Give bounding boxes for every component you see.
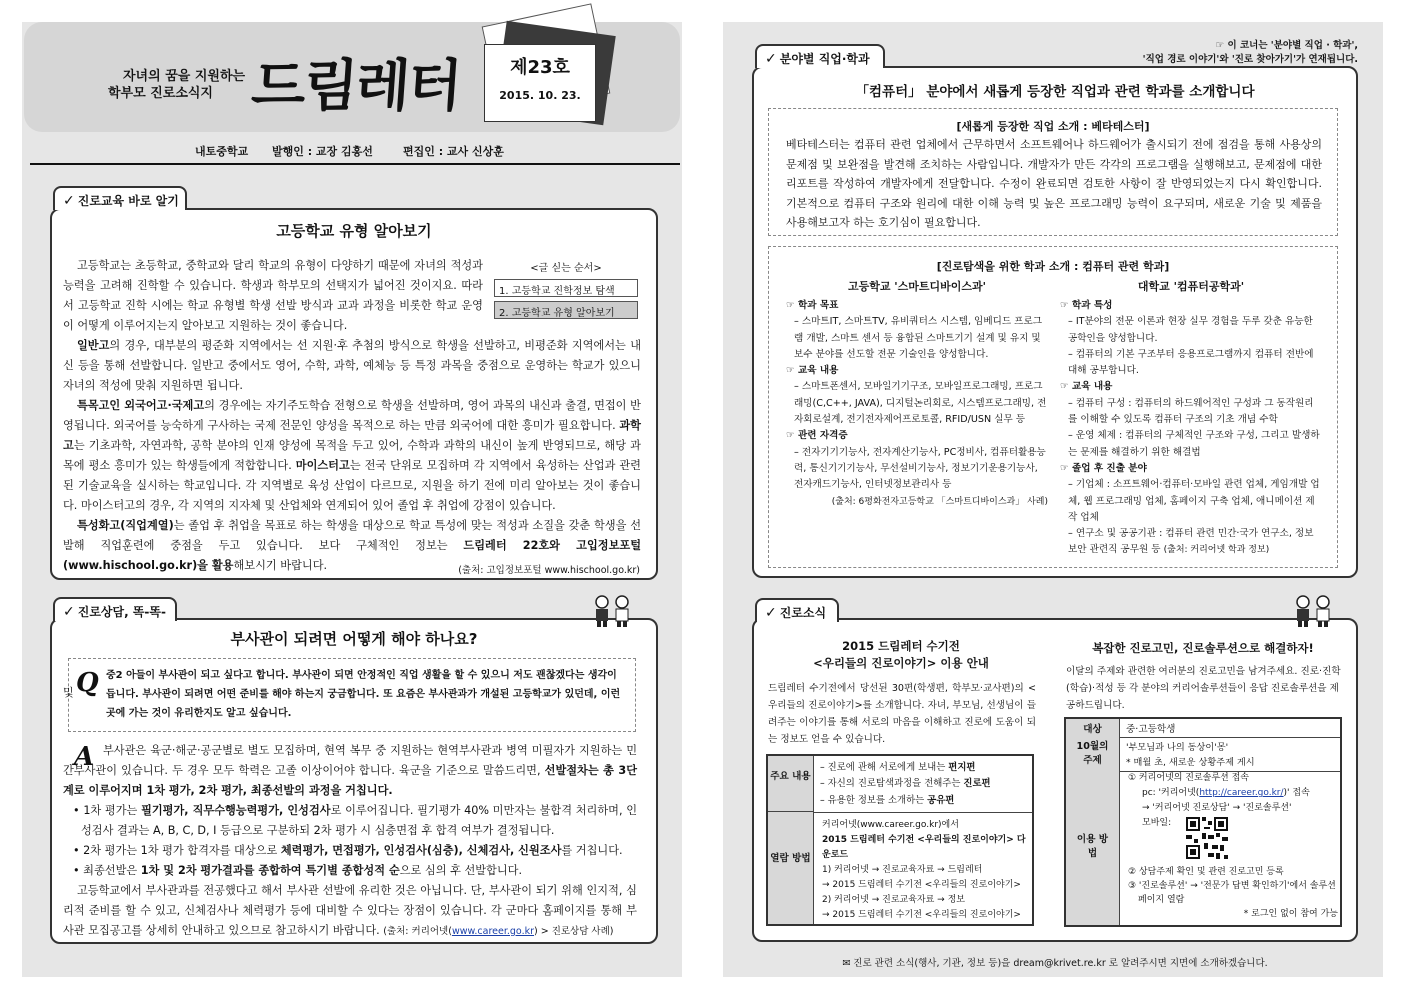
contest-title-2: <우리들의 진로이야기> 이용 안내 [813,656,989,670]
section1-body [63,256,641,576]
solution-title: 복잡한 진로고민, 진로솔루션으로 해결하자! [1092,641,1314,655]
solution-label-target: 대상 [1066,719,1120,737]
univ-feature-heading: ☞ 학과 특성 [1060,300,1113,311]
contest-view-line-1: 커리어넷(www.career.go.kr)에서 [822,820,959,830]
section2-title: 부사관이 되려면 어떻게 해야 하나요? [230,630,478,648]
answer-para-1: 부사관은 육군·해군·공군별로 별도 모집하며, 현역 복무 중 지원하는 현역부사관과 병역 미필자가 지원하는 민간부사관이 있습니다. 두 경우 모두 학력은 고졸 이상이어야 합니다. 육군을 기준으로 말씀드리면, 선발절차는 총 3단계로 이루어지며 1차 평가, 2차 평가, 최종선발의 과정을 거칩니다. [63,744,637,797]
univ-career-heading: ☞ 졸업 후 진출 분야 [1060,462,1147,474]
contest-main-item-1: – 진로에 관해 서로에게 보내는 편지편 [820,762,976,773]
issue-date: 2015. 10. 23. [499,89,581,102]
hs-goal-text: – 스마트IT, 스마트TV, 유비쿼터스 시스템, 임베디드 프로그램 개발, 스마트 센서 등 융합된 스마트기기 설계 및 유지 및 보수 분야를 선도할 전문 기술인을 양성합니다. [794,316,1042,360]
solution-intro: 이달의 주제와 관련한 여러분의 진로고민을 남겨주세요. 진로·진학(학습)·적성 등 각 분야의 커리어솔루션들이 응답 진로솔루션을 제공하드립니다. [1066,666,1341,711]
hs-dept-title: 고등학교 '스마트디바이스과' [847,280,987,293]
section1-title: 고등학교 유형 알아보기 [276,222,432,240]
publisher-name: 발행인 : 교장 김홍선 [272,145,373,158]
solution-method-content [1128,771,1338,831]
hs-goal-heading: ☞ 학과 목표 [786,300,839,311]
section1-tab-label: 진로교육 바로 알기 [77,194,179,208]
career-net-link[interactable]: www.career.go.kr [451,926,534,937]
order-label: <글 싣는 순서> [530,263,602,274]
solution-step-1-path: → '커리어넷 진로상담' → '진로솔루션' [1142,803,1292,813]
issue-card [484,44,596,122]
section1-para-2: 일반고의 경우, 대부분의 평준화 지역에서는 선 지원·후 추첨의 방식으로 학생을 선발하고, 비평준화 지역에서는 내신 등을 통해 선발합니다. 일반고 중에서도 영어, 수학, 과학, 예체능 등 특정 과목을 중점으로 운영하는 학교가 있으니 자녀의 적성에 맞춰 지원하면 됩니다. [63,339,641,392]
solution-label-topic: 10월의 주제 [1066,737,1120,771]
job-intro-heading: [새롭게 등장한 직업 소개 : 베타테스터] [956,120,1150,133]
hs-curriculum-text: – 스마트폰센서, 모바일기기구조, 모바일프로그래밍, 프로그래밍(C,C++, JAVA), 디지털논리회로, 시스템프로그래밍, 전자회로설계, 전기전자제어프로토콜, RFID/USN 실무 등 [794,381,1047,426]
qr-code-icon[interactable] [1184,815,1230,861]
solution-step-1-pc: pc: '커리어넷(http://career.go.kr/)' 접속 [1142,788,1310,798]
series-note-1: ☞ 이 코너는 '분야별 직업 · 학과', [1215,40,1358,51]
answer-mark-icon: A [74,742,95,772]
solution-target-value: 중·고등학생 [1126,724,1176,735]
career-url-link[interactable]: http://career.go.kr/ [1199,788,1284,798]
univ-feature-text-2: – 컴퓨터의 기본 구조부터 응용프로그램까지 컴퓨터 전반에 대해 공부합니다. [1068,348,1314,377]
hs-source: (출처: 6평화전자고등학교 「스마트디바이스과」 사례) [831,496,1048,507]
univ-career-text-2: – 연구소 및 공공기관 : 컴퓨터 관련 민간·국가 연구소, 정보 보안 관련직 공무원 등 (출처: 커리어넷 학과 정보) [1068,528,1314,556]
univ-feature-text-1: – IT분야의 전문 이론과 현장 실무 경험을 두루 갖춘 유능한 공학인을 양성합니다. [1068,316,1313,344]
section1-para-4: 특성화고(직업계열)는 졸업 후 취업을 목표로 하는 학생을 대상으로 학교 특성에 맞는 적성과 소질을 갖춘 학생을 선발해 직업훈련에 중점을 두고 있습니다. 보다 구체적인 정보는 드림레터 22호와 고입정보포털(www.hischool.go.kr)을 활용해보시기 바랍니다. [63,519,642,572]
section2-tab-label: 진로상담, 똑-똑- [77,605,166,619]
issue-number: 제23호 [510,57,570,78]
univ-dept-content [1060,298,1322,559]
masthead-tagline-1: 자녀의 꿈을 지원하는 [123,69,246,84]
univ-curriculum-heading: ☞ 교육 내용 [1060,381,1113,393]
question-prefix: 및 [63,686,74,699]
contest-view-line-5: 2) 커리어넷 → 진로교육자료 → 정보 [822,895,965,905]
univ-dept-title: 대학교 '컴퓨터공학과' [1137,280,1245,293]
contest-view-line-3: 1) 커리어넷 → 진로교육자료 → 드림레터 [822,865,983,875]
hs-license-heading: ☞ 관련 자격증 [786,430,848,442]
solution-topic-1: '부모님과 나의 동상이'몽' [1126,742,1229,753]
solution-step-2: ② 상담주제 확인 및 관련 진로고민 등록 [1128,867,1284,877]
univ-curriculum-text-2: – 운영 체제 : 컴퓨터의 구체적인 구조와 구성, 그리고 발생하는 문제를 해결하기 위한 해결법 [1068,430,1320,458]
section3-title: 「컴퓨터」 분야에서 새롭게 등장한 직업과 관련 학과를 소개합니다 [855,84,1255,100]
answer-text [63,741,637,942]
contest-view-line-4: → 2015 드림레터 수기전 <우리들의 진로이야기> [822,880,1021,890]
solution-topic-2: * 매월 초, 새로운 상황주제 게시 [1126,757,1255,768]
answer-bullet-1: • 1차 평가는 필기평가, 직무수행능력평가, 인성검사로 이루어집니다. 필기평가 40% 미만자는 불합격 처리하며, 인성검사 결과는 A, B, C, D, I 등급으로 구분하되 2차 평가 시 심층면접 후 합격 여부가 결정됩니다. [73,804,638,837]
answer-para-2: 고등학교에서 부사관과를 전공했다고 해서 부사관 선발에 유리한 것은 아닙니다. 단, 부사관이 되기 위해 인지적, 심리적 준비를 할 수 있고, 신체검사나 체력평가 등에 대비할 수 있다는 장점이 있습니다. 각 군마다 홈페이지를 통해 부사관 모집공고를 상세히 안내하고 있으므로 참고하시기 바랍니다. (출처: 커리어넷(www.career.go.kr) > 진로상담 사례) [63,884,637,937]
department-heading: [진로탐색을 위한 학과 소개 : 컴퓨터 관련 학과] [936,260,1170,273]
contest-label-view: 열람 방법 [768,812,814,924]
solution-step-3: ③ '진로솔루션' → '전문가 답변 확인하기'에서 솔루션 페이지 열람 [1128,881,1336,905]
check-icon: ✓ [63,604,75,620]
contest-view-content [822,818,1030,923]
section3-tab [755,44,885,68]
univ-career-text-1: – 기업체 : 소프트웨어·컴퓨터·모바일 관련 업체, 게임개발 업체, 웹 프로그래밍 업체, 홈페이지 구축 업체, 애니메이션 제작 업체 [1068,479,1320,523]
series-note-2: '직업 경로 이야기'와 '진로 찾아가기'가 연재됩니다. [1142,54,1358,65]
contest-main-content [820,760,1030,809]
solution-step-1-mobile: 모바일: [1142,818,1172,828]
hs-dept-content [786,298,1048,510]
section1-para-1: 고등학교는 초등학교, 중학교와 달리 학교의 유형이 다양하기 때문에 자녀의 적성과 능력을 고려해 진학할 수 있습니다. 학생과 학부모의 선택지가 넓어진 것이지요. 따라서 고등학교 진학 시에는 학교 유형별 학생 선발 방식과 교과 과정을 비롯한 학교 운영이 어떻게 이루어지는지 알아보고 지원하는 것이 좋습니다. [63,259,483,332]
people-icon [1293,594,1335,628]
answer-bullet-2: • 2차 평가는 1차 평가 합격자를 대상으로 체력평가, 면접평가, 인성검사(심층), 신체검사, 신원조사를 거칩니다. [73,844,623,857]
contest-intro: 드림레터 수기전에서 당선된 30편(학생편, 학부모·교사편)의 <우리들의 진로이야기>를 소개합니다. 자녀, 부모님, 선생님이 들려주는 이야기를 통해 서로의 마음을 이해하고 진로에 도움이 되는 정보도 얻을 수 있습니다. [768,683,1036,745]
section1-source: (출처: 고입정보포털 www.hischool.go.kr) [458,565,640,576]
people-icon [592,594,634,628]
solution-table [1064,717,1342,927]
section3-tab-label: 분야별 직업·학과 [779,52,870,66]
contest-table [766,754,1034,926]
question-mark-icon: Q [76,668,99,698]
order-item-1: 1. 고등학교 진학정보 탐색 [494,279,638,297]
solution-method-content-2 [1128,865,1338,921]
section2-tab [53,597,177,621]
contest-view-line-6: → 2015 드림레터 수기전 <우리들의 진로이야기> [822,910,1021,920]
check-icon: ✓ [765,605,777,621]
contest-title-1: 2015 드림레터 수기전 [842,639,960,653]
answer-bullet-3: • 최종선발은 1차 및 2차 평가결과를 종합하여 특기별 종합성적 순으로 심의 후 선발합니다. [73,864,523,877]
question-text: 중2 아들이 부사관이 되고 싶다고 합니다. 부사관이 되면 안정적인 직업 생활을 할 수 있으니 저도 괜찮겠다는 생각이 듭니다. 부사관이 되려면 어떤 준비를 해야 하는지 궁금합니다. 또 요즘은 부사관과가 개설된 고등학교가 있던데, 이런 곳에 가는 것이 유리한지도 알고 싶습니다. [106,670,621,719]
order-item-2: 2. 고등학교 유형 알아보기 [494,301,638,319]
section1-tab [53,186,187,210]
section1-para-3: 특목고인 외국어고·국제고의 경우에는 자기주도학습 전형으로 학생을 선발하며, 영어 과목의 내신과 출결, 면접이 반영됩니다. 외국어를 능숙하게 구사하는 국제 전문인 양성을 목적으로 하는 만큼 외국어에 대한 흥미가 필요합니다. 과학고는 기초과학, 자연과학, 공학 분야의 인재 양성에 목적을 두고 있어, 수학과 과학의 내신이 높게 반영되므로, 해당 과목에 평소 흥미가 있는 학생들에게 적합합니다. 마이스터고는 전국 단위로 모집하며 각 지역에서 육성하는 산업과 관련된 기술교육을 실시하는 학교입니다. 각 지역별로 육성 산업이 다르므로, 지원을 하기 전에 미리 알아보는 것이 좋습니다. 마이스터고의 경우, 각 지역의 지자체 및 산업체와 연계되어 있어 졸업 후 취업에 강점이 있습니다. [63,399,641,512]
contest-view-line-2: 2015 드림레터 수기전 <우리들의 진로이야기> 다운로드 [822,835,1026,860]
footer-notice: ✉ 진로 관련 소식(행사, 기관, 정보 등)을 dream@krivet.re.kr 로 알려주시면 지면에 소개하겠습니다. [842,958,1268,969]
section4-tab-label: 진로소식 [779,606,827,620]
hs-license-text: – 전자기기기능사, 전자계산기능사, PC정비사, 컴퓨터활용능력, 통신기기기능사, 무선설비기능사, 정보기기운용기능사, 전자캐드기능사, 인터넷정보관리사 등 [794,446,1046,491]
solution-note: * 로그인 없이 참여 가능 [1243,909,1338,919]
section2-source: (출처: 커리어넷(www.career.go.kr) > 진로상담 사례) [383,926,614,937]
publisher-school: 내토중학교 [195,145,249,158]
dream-letter-logo: 드림레터 [249,54,463,119]
job-intro-text: 베타테스터는 컴퓨터 관련 업체에서 근무하면서 소프트웨어나 하드웨어가 출시되기 전에 점검을 통해 사용상의 문제점 및 보완점을 발견해 조치하는 사람입니다. 개발자가 만든 각각의 프로그램을 실행해보고, 문제점에 대한 리포트를 작성하여 개발자에게 전달합니다. 수정이 완료되면 검토한 사항이 잘 반영되었는지 다시 확인합니다. 기본적으로 컴퓨터 구조와 원리에 대한 이해 능력 및 높은 프로그래밍 능력이 요구되며, 새로운 기술 및 제품을 사용해보고자 하는 호기심이 필요합니다. [786,138,1322,229]
masthead-tagline-2: 학부모 진로소식지 [108,86,213,101]
hs-curriculum-heading: ☞ 교육 내용 [786,365,839,377]
contest-main-item-2: – 자신의 진로탐색과정을 전해주는 진로편 [820,778,991,790]
univ-source: (출처: 커리어넷 학과 정보) [1163,545,1270,556]
section4-tab [755,598,839,622]
check-icon: ✓ [63,193,75,209]
contest-main-item-3: – 유용한 정보를 소개하는 공유편 [820,794,955,806]
publisher-rule [30,163,680,165]
solution-label-method: 이용 방법 [1066,771,1120,925]
univ-curriculum-text-1: – 컴퓨터 구성 : 컴퓨터의 하드웨어적인 구성과 그 동작원리를 이해할 수 있도록 컴퓨터 구조의 기초 개념 수학 [1068,397,1314,426]
editor-name: 편집인 : 교사 신상훈 [403,145,504,158]
check-icon: ✓ [765,51,777,67]
solution-step-1: ① 커리어넷의 진로솔루션 접속 [1128,773,1249,783]
contest-label-main: 주요 내용 [768,756,814,812]
